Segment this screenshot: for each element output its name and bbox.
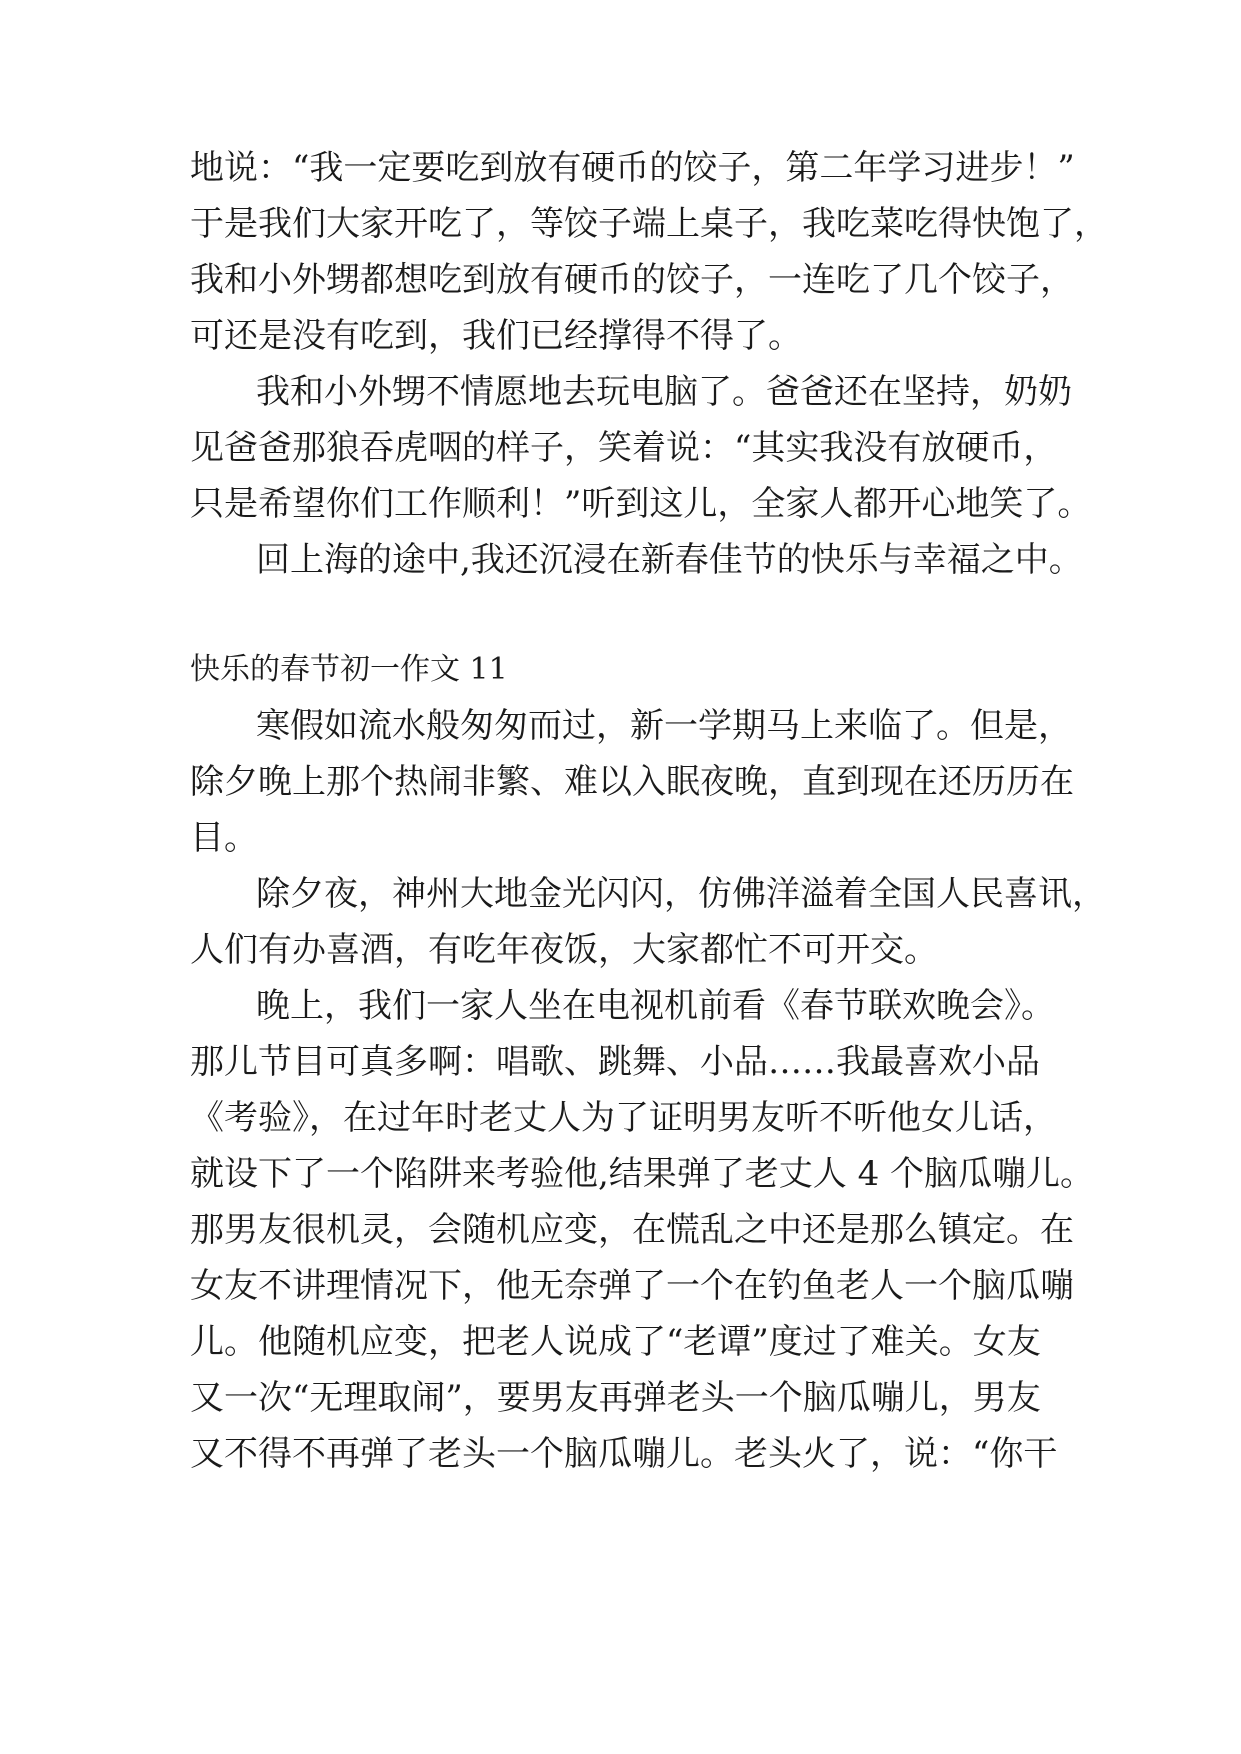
- paragraph-line: 寒假如流水般匆匆而过，新一学期马上来临了。但是，: [256, 706, 1072, 746]
- paragraph-line: 儿。他随机应变，把老人说成了“老谭”度过了难关。女友: [190, 1322, 1041, 1362]
- paragraph-line: 人们有办喜酒，有吃年夜饭，大家都忙不可开交。: [190, 930, 938, 970]
- paragraph-line: 于是我们大家开吃了，等饺子端上桌子，我吃菜吃得快饱了，: [190, 204, 1108, 244]
- paragraph-line: 又一次“无理取闹”，要男友再弹老头一个脑瓜嘣儿，男友: [190, 1378, 1041, 1418]
- paragraph-line: 女友不讲理情况下，他无奈弹了一个在钓鱼老人一个脑瓜嘣: [190, 1266, 1074, 1306]
- paragraph-line: 可还是没有吃到，我们已经撑得不得了。: [190, 316, 802, 356]
- paragraph-line: 晚上，我们一家人坐在电视机前看《春节联欢晚会》。: [256, 986, 1055, 1026]
- paragraph-line: 只是希望你们工作顺利！”听到这儿，全家人都开心地笑了。: [190, 484, 1092, 524]
- paragraph-line: 我和小外甥不情愿地去玩电脑了。爸爸还在坚持，奶奶: [256, 372, 1072, 412]
- paragraph-line: 那儿节目可真多啊：唱歌、跳舞、小品……我最喜欢小品: [190, 1042, 1040, 1082]
- paragraph-line: 地说：“我一定要吃到放有硬币的饺子，第二年学习进步！”: [190, 148, 1075, 188]
- paragraph-line: 我和小外甥都想吃到放有硬币的饺子，一连吃了几个饺子，: [190, 260, 1074, 300]
- paragraph-line: 就设下了一个陷阱来考验他,结果弹了老丈人 4 个脑瓜嘣儿。: [190, 1154, 1095, 1194]
- paragraph-line: 目。: [190, 818, 258, 858]
- paragraph-line: 除夕夜，神州大地金光闪闪，仿佛洋溢着全国人民喜讯，: [256, 874, 1106, 914]
- paragraph-line: 又不得不再弹了老头一个脑瓜嘣儿。老头火了，说：“你干: [190, 1434, 1058, 1474]
- paragraph-line: 回上海的途中,我还沉浸在新春佳节的快乐与幸福之中。: [256, 540, 1083, 580]
- paragraph-line: 《考验》，在过年时老丈人为了证明男友听不听他女儿话，: [190, 1098, 1057, 1138]
- paragraph-line: 那男友很机灵，会随机应变，在慌乱之中还是那么镇定。在: [190, 1210, 1074, 1250]
- paragraph-line: 见爸爸那狼吞虎咽的样子，笑着说：“其实我没有放硬币，: [190, 428, 1058, 468]
- paragraph-line: 除夕晚上那个热闹非繁、难以入眠夜晚，直到现在还历历在: [190, 762, 1074, 802]
- section-heading: 快乐的春节初一作文 11: [190, 652, 508, 687]
